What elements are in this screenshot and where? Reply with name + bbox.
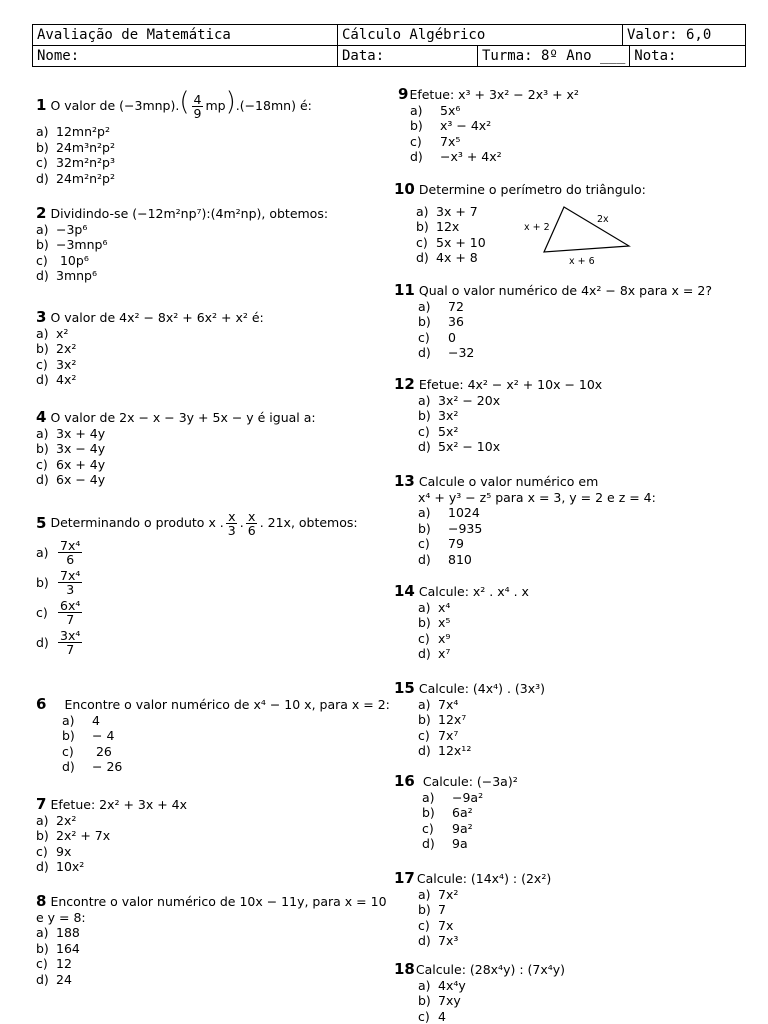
name-field-label[interactable]: Nome: xyxy=(33,46,338,67)
option-d[interactable]: d) 4x + 8 xyxy=(416,250,478,265)
option-d[interactable]: d) 810 xyxy=(418,551,472,567)
option-c[interactable]: c) x⁹ xyxy=(418,630,451,646)
class-field-label[interactable]: Turma: 8º Ano ___ xyxy=(478,46,630,67)
option-c[interactable]: c) 7x xyxy=(418,917,454,933)
option-b[interactable]: b) −935 xyxy=(418,520,483,536)
question-text: Efetue: 4x² − x² + 10x − 10x xyxy=(418,377,603,392)
question-number: 10 xyxy=(394,180,415,198)
question-6 xyxy=(36,697,390,775)
option-c[interactable]: c) 5x² xyxy=(418,423,459,439)
question-18 xyxy=(394,962,565,1024)
header-row-1 xyxy=(32,24,746,46)
option-a[interactable]: a) −9a² xyxy=(422,789,484,805)
question-number: 6 xyxy=(36,695,47,713)
question-number: 14 xyxy=(394,582,415,600)
option-d[interactable]: d) 9a xyxy=(422,836,468,851)
question-1 xyxy=(36,87,312,186)
grade-field-label[interactable]: Nota: xyxy=(630,46,746,67)
question-number: 13 xyxy=(394,472,415,490)
question-7 xyxy=(36,797,187,875)
option-c[interactable]: c) 9a² xyxy=(422,820,473,836)
question-text: O valor de (−3mnp).( $\frac{4}{9}$ mp).(−18mn) é: xyxy=(50,87,312,121)
option-c[interactable]: c) 7x⁵ xyxy=(410,133,461,149)
option-a[interactable]: a) 12mn²p² xyxy=(36,124,110,139)
question-number: 18 xyxy=(394,960,415,978)
question-number: 2 xyxy=(36,204,47,222)
option-a[interactable]: a) 4 xyxy=(62,712,100,728)
question-number: 9 xyxy=(398,85,409,103)
question-4 xyxy=(36,410,316,488)
question-11 xyxy=(394,283,712,361)
option-d[interactable]: d) x⁷ xyxy=(418,646,451,661)
option-a[interactable]: a) 3x + 7 xyxy=(416,203,478,219)
question-number: 5 xyxy=(36,513,47,532)
option-b[interactable]: b) 12x⁷ xyxy=(418,712,467,727)
question-number: 8 xyxy=(36,892,47,910)
question-15 xyxy=(394,681,545,759)
option-d[interactable]: d) 3mnp⁶ xyxy=(36,268,97,283)
option-b[interactable]: b) 6a² xyxy=(422,805,473,820)
option-b[interactable]: b) 3x² xyxy=(418,408,459,423)
date-field-label[interactable]: Data: xyxy=(338,46,478,67)
question-text: O valor de 4x² − 8x² + 6x² + x² é: xyxy=(50,310,264,325)
question-text-continued: x⁴ + y³ − z⁵ para x = 3, y = 2 e z = 4: xyxy=(418,489,656,505)
option-d[interactable]: d) 10x² xyxy=(36,859,85,874)
triangle-side-bottom-label: x + 6 xyxy=(569,256,595,267)
question-text: Encontre o valor numérico de x⁴ − 10 x, para x = 2: xyxy=(64,697,390,712)
option-a[interactable]: a) 5x⁶ xyxy=(410,102,461,118)
question-text: Efetue: x³ + 3x² − 2x³ + x² xyxy=(409,87,579,102)
question-3 xyxy=(36,310,264,388)
question-text: Calcule: (−3a)² xyxy=(422,774,518,789)
question-17 xyxy=(394,871,551,949)
option-d[interactable]: d) 6x − 4y xyxy=(36,472,106,487)
question-number: 3 xyxy=(36,308,47,326)
option-d[interactable]: d) 24m²n²p² xyxy=(36,170,115,186)
option-a[interactable]: a) 2x² xyxy=(36,812,77,828)
triangle-side-right-label: 2x xyxy=(597,214,609,225)
option-d[interactable]: d) 24 xyxy=(36,971,72,987)
question-text-continued: e y = 8: xyxy=(36,909,86,925)
triangle-diagram xyxy=(514,206,640,268)
option-b[interactable]: b) $\frac{\text{7x⁴}}{3}$ xyxy=(36,568,81,597)
question-16 xyxy=(394,774,518,852)
option-d[interactable]: d) −32 xyxy=(418,345,475,360)
option-c[interactable]: c) 79 xyxy=(418,536,464,551)
fraction: $\frac{4}{9}$ xyxy=(193,92,202,121)
option-b[interactable]: b) 7 xyxy=(418,902,446,917)
question-text: Dividindo-se (−12m²np⁷):(4m²np), obtemos: xyxy=(50,206,329,221)
option-c[interactable]: c) 4 xyxy=(418,1008,446,1024)
question-12 xyxy=(394,377,602,455)
option-a[interactable]: a) 188 xyxy=(36,925,80,940)
question-number: 17 xyxy=(394,869,415,887)
option-d[interactable]: d) − 26 xyxy=(62,759,123,774)
option-a[interactable]: a) 7x⁴ xyxy=(418,696,459,712)
question-text: Calcule: x² . x⁴ . x xyxy=(418,584,529,599)
option-b[interactable]: b) − 4 xyxy=(62,728,115,743)
question-13 xyxy=(394,474,656,567)
option-b[interactable]: b) 3x − 4y xyxy=(36,441,106,456)
option-d[interactable]: d) 7x³ xyxy=(418,933,459,948)
option-d[interactable]: d) 4x² xyxy=(36,372,77,387)
option-d[interactable]: d) −x³ + 4x² xyxy=(410,149,502,164)
question-text: O valor de 2x − x − 3y + 5x − y é igual a: xyxy=(50,410,316,425)
question-text: Calcule: (4x⁴) . (3x³) xyxy=(418,681,546,696)
question-text: Efetue: 2x² + 3x + 4x xyxy=(50,797,188,812)
question-number: 16 xyxy=(394,772,415,790)
option-b[interactable]: b) 2x² + 7x xyxy=(36,828,111,843)
option-a[interactable]: a) 4x⁴y xyxy=(418,977,466,993)
question-5 xyxy=(36,510,358,659)
option-d[interactable]: d) 5x² − 10x xyxy=(418,439,501,454)
option-b[interactable]: b) 7xy xyxy=(418,993,461,1008)
question-text: Calcule: (28x⁴y) : (7x⁴y) xyxy=(415,962,566,977)
exam-subject: Cálculo Algébrico xyxy=(338,25,623,46)
question-text: Qual o valor numérico de 4x² − 8x para x = 2? xyxy=(418,283,712,298)
option-b[interactable]: b) 24m³n²p² xyxy=(36,139,115,155)
option-a[interactable]: a) 3x + 4y xyxy=(36,425,106,441)
question-14 xyxy=(394,584,529,662)
option-b[interactable]: b) 36 xyxy=(418,314,464,329)
option-d[interactable]: d) $\frac{\text{3x⁴}}{7}$ xyxy=(36,628,81,657)
question-8 xyxy=(36,894,387,987)
question-text: Encontre o valor numérico de 10x − 11y, para x = 10 xyxy=(50,894,387,909)
option-c[interactable]: c) 10p⁶ xyxy=(36,252,89,268)
question-number: 7 xyxy=(36,795,47,813)
option-c[interactable]: c) 6x + 4y xyxy=(36,456,106,472)
exam-value: Valor: 6,0 xyxy=(623,25,746,46)
option-c[interactable]: c) $\frac{\text{6x⁴}}{7}$ xyxy=(36,598,81,627)
question-2 xyxy=(36,206,328,284)
header-row-2 xyxy=(32,45,746,67)
question-text: Calcule: (14x⁴) : (2x²) xyxy=(416,871,552,886)
option-b[interactable]: b) 2x² xyxy=(36,341,77,356)
question-9 xyxy=(398,87,579,165)
question-number: 15 xyxy=(394,679,415,697)
option-a[interactable]: a) 7x² xyxy=(418,886,459,902)
triangle-shape xyxy=(544,207,629,252)
option-a[interactable]: a) 3x² − 20x xyxy=(418,392,501,408)
option-b[interactable]: b) −3mnp⁶ xyxy=(36,237,108,252)
option-a[interactable]: a) 72 xyxy=(418,298,464,314)
option-b[interactable]: b) 164 xyxy=(36,940,80,956)
option-c[interactable]: c) 9x xyxy=(36,843,72,859)
option-c[interactable]: c) 7x⁷ xyxy=(418,727,459,743)
option-a[interactable]: a) −3p⁶ xyxy=(36,221,88,237)
option-a[interactable]: a) $\frac{\text{7x⁴}}{6}$ xyxy=(36,538,81,567)
question-number: 12 xyxy=(394,375,415,393)
option-b[interactable]: b) x⁵ xyxy=(418,615,451,630)
option-d[interactable]: d) 12x¹² xyxy=(418,743,472,758)
option-c[interactable]: c) 0 xyxy=(418,329,456,345)
triangle-side-left-label: x + 2 xyxy=(524,222,550,233)
option-a[interactable]: a) x² xyxy=(36,325,69,341)
option-c[interactable]: c) 3x² xyxy=(36,356,77,372)
question-number: 11 xyxy=(394,281,415,299)
option-a[interactable]: a) 1024 xyxy=(418,505,480,520)
question-text: Determine o perímetro do triângulo: xyxy=(418,182,646,197)
option-a[interactable]: a) x⁴ xyxy=(418,599,451,615)
question-text: Determinando o produto x . $\frac{x}{3}$ . $\frac{x}{6}$ . 21x, obtemos: xyxy=(50,509,358,538)
option-b[interactable]: b) x³ − 4x² xyxy=(410,118,492,133)
option-c[interactable]: c) 12 xyxy=(36,956,72,971)
option-c[interactable]: c) 5x + 10 xyxy=(416,234,486,250)
question-text: Calcule o valor numérico em xyxy=(418,474,599,489)
question-number: 4 xyxy=(36,408,47,426)
option-c[interactable]: c) 32m²n²p³ xyxy=(36,155,115,170)
option-c[interactable]: c) 26 xyxy=(62,743,112,759)
exam-title: Avaliação de Matemática xyxy=(33,25,338,46)
question-number: 1 xyxy=(36,96,47,115)
option-b[interactable]: b) 12x xyxy=(416,219,460,234)
